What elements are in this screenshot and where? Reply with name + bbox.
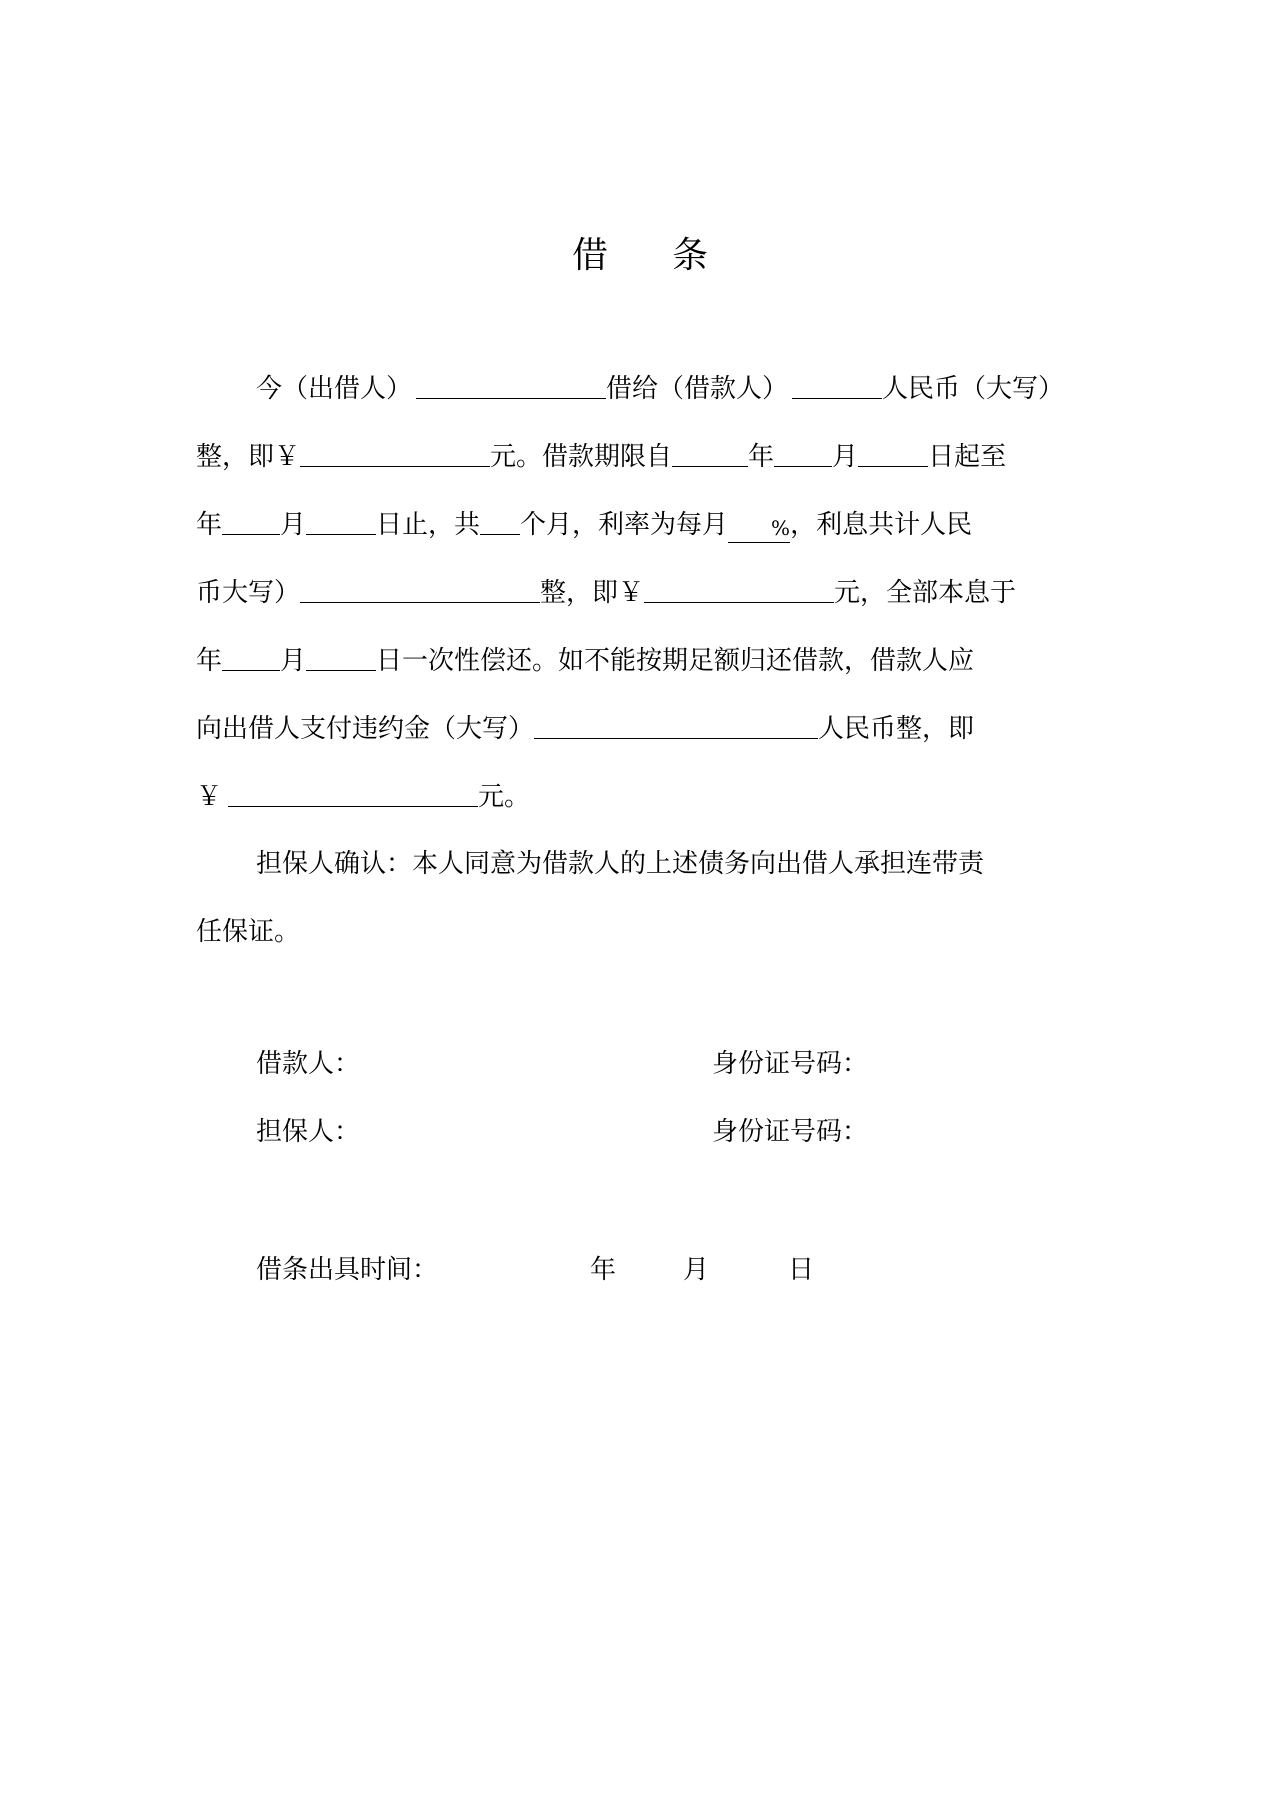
text-segment: 月	[280, 646, 307, 676]
repay-year-blank	[222, 642, 280, 671]
interest-uppercase-blank	[300, 574, 540, 603]
body-line-4	[196, 572, 1088, 612]
text-segment: ￥	[196, 782, 223, 812]
penalty-amount-blank	[228, 778, 478, 807]
title-part-2: 条	[672, 235, 709, 276]
guarantee-line-1	[196, 844, 1088, 884]
text-segment: 日一次性偿还。如不能按期足额归还借款，借款人应	[376, 646, 975, 676]
text-segment: 月	[280, 510, 307, 540]
text-segment: 元。借款期限自	[490, 442, 673, 472]
rmb-uppercase-label: 人民币（大写）	[882, 374, 1065, 404]
end-month-blank	[306, 506, 376, 535]
text-segment: 整，即￥	[540, 578, 645, 608]
guarantor-id-label: 身份证号码：	[712, 1117, 869, 1147]
issue-year-label: 年	[590, 1255, 617, 1285]
guarantee-text: 担保人确认：本人同意为借款人的上述债务向出借人承担连带责	[256, 849, 985, 879]
text-segment: 元，全部本息于	[834, 578, 1017, 608]
amount-blank	[300, 438, 490, 467]
interest-amount-blank	[644, 574, 834, 603]
guarantor-label: 担保人：	[256, 1117, 361, 1147]
text-segment: 元。	[478, 782, 531, 812]
start-month-blank	[774, 438, 832, 467]
text-segment: 年	[196, 646, 223, 676]
text-segment: 日起至	[928, 442, 1007, 472]
issue-month-label: 月	[683, 1255, 710, 1285]
body-line-3	[196, 504, 1088, 544]
text-segment: 年	[748, 442, 775, 472]
text-segment: 整，即￥	[196, 442, 301, 472]
text-segment: 向出借人支付违约金（大写）	[196, 714, 535, 744]
body-line-1	[196, 368, 1088, 408]
end-year-blank	[222, 506, 280, 535]
text-segment: 年	[196, 510, 223, 540]
document-title	[0, 232, 1280, 280]
text-segment: ，利息共计人民	[790, 510, 973, 540]
body-line-5	[196, 640, 1088, 680]
borrower-label: 借款人：	[256, 1049, 361, 1079]
lender-blank	[416, 370, 606, 399]
text-segment: 月	[832, 442, 859, 472]
text-segment: 人民币整，即	[818, 714, 975, 744]
issue-date-label: 借条出具时间：	[256, 1255, 439, 1285]
guarantee-line-2	[196, 912, 1088, 952]
borrower-blank	[792, 370, 882, 399]
penalty-uppercase-blank	[534, 710, 818, 739]
guarantee-text-end: 任保证。	[196, 917, 301, 947]
issue-day-label: 日	[788, 1255, 815, 1285]
body-line-6	[196, 708, 1088, 748]
borrower-label: 借给（借款人）	[606, 374, 789, 404]
monthly-rate-blank	[728, 514, 790, 543]
start-day-blank	[858, 438, 928, 467]
months-blank	[480, 506, 520, 535]
text-segment: 个月，利率为每月	[520, 510, 729, 540]
repay-month-blank	[306, 642, 376, 671]
start-year-blank	[672, 438, 748, 467]
body-line-7	[196, 776, 530, 816]
lender-label: 今（出借人）	[256, 374, 413, 404]
percent-sign: %	[771, 516, 791, 540]
title-part-1: 借	[571, 235, 608, 276]
body-line-2	[196, 436, 1088, 476]
borrower-id-label: 身份证号码：	[712, 1049, 869, 1079]
text-segment: 币大写）	[196, 578, 301, 608]
text-segment: 日止，共	[376, 510, 481, 540]
